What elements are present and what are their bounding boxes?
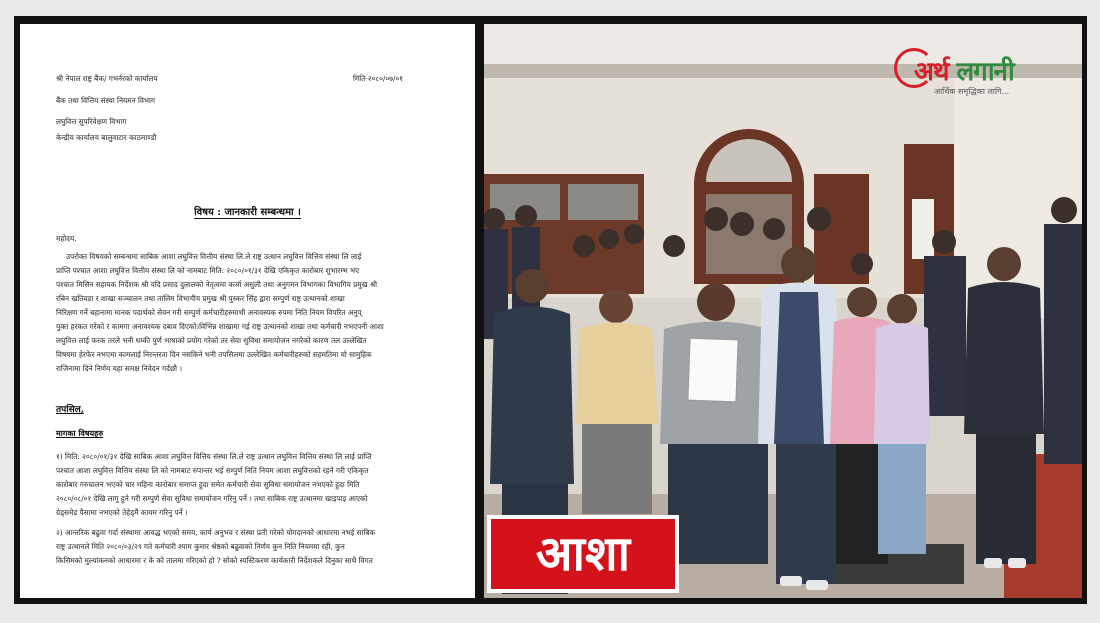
demand-1-line: कारोबार गरुचालन भएको चार महिना कारोबार समाप्त हुदा समेत कर्मचारी सेवा सुविधा समायोजन नभएको हुदा मिति [56, 480, 360, 489]
arthalagani-logo [894, 46, 1054, 106]
body-line: विषयमा हेरफेर नभएमा कामलाई निरन्तरता दिन नसकिने भनी तपसिलमा उल्लेखित कर्मचारीहरुको सहमतिमा यो सामुहिक [56, 350, 372, 359]
demand-1-line: पश्चात आशा लघुवित्त वित्तिय संस्था लि को नामबाट रुपान्तर भई सम्पुर्ण निति नियम आशा लघुवित्तको रहने गरी एकिकृत [56, 466, 369, 475]
subject-line [20, 204, 475, 218]
body-line: पश्चात मिसिन सहायक निर्देशक श्री यदि प्रसाद दुलालको नेतृत्वमा कर्जा असुली तथा अनुगमन विभागका विभागिय प्रमुख श्री [56, 280, 378, 289]
recipient-line-3: लघुवित्त सुपरिवेक्षण विभाग [56, 117, 127, 126]
group-photo [484, 24, 1082, 598]
tapsil-heading: तपसिल, [56, 405, 84, 415]
demands-heading: मागका विषयहरु [56, 428, 104, 438]
body-line: उपरोक्त विषयको सम्बन्धमा साबिक आशा लघुवित्त वित्तीय संस्था लि.ले राष्ट्र उत्थान लघुवित्त वित्तिय संस्था लि लाई [66, 252, 362, 261]
body-line: रबिन खतिवडा र शाखा सञ्चालन तथा तालिम विभागीय प्रमुख श्री पुस्कर सिंह द्वारा सम्पुर्ण राष्ट्र उत्थानको शाखा [56, 294, 345, 303]
subject-text: विषय : जानकारी सम्बन्धमा । [194, 207, 301, 218]
logo-brand-text [914, 52, 1014, 88]
body-line: प्राप्ति पश्चात आशा लघुवित्त वित्तीय संस्था लि को नामबाट मिति: २०८०/०१/३१ देखि एकिकृत कारोबार शुभारम्भ भए [56, 266, 360, 275]
photo-scene [484, 24, 1082, 598]
recipient-line-2: बैंक तथा वित्तिय संस्था नियमन विभाग [56, 96, 156, 105]
demand-2-line: राष्ट्र उत्थानले मिति २०८०/०३/२९ गते कर्मचारी श्याम कुमार श्रेष्ठको बढुवाको निर्णय कुन निति नियममा रही, कुन [56, 542, 345, 551]
demand-2-line: किसिमको मुल्यांकनको आधारमा र के को तालमा गरिएको हो ? सोको स्पस्टिकरण कार्यकारी निर्देशकले दिनुका साथै विगत [56, 556, 373, 565]
asha-logo-text: आशा [535, 526, 631, 582]
logo-tagline: आर्थिक समृद्धिका लागि... [934, 87, 1010, 96]
asha-logo [487, 515, 679, 593]
demand-1-line: १) मिति: २०८०/०१/३१ देखि साबिक आशा लघुवित्त वित्तिय संस्था लि.ले राष्ट्र उत्थान लघुवित्त वित्तिय संस्था लि लाई प्राप्ति [56, 452, 372, 461]
logo-red-text: अर्थ [914, 57, 949, 87]
body-line: राजिनामा दिने निर्णय यहा समक्ष निवेदन गर्दछौ । [56, 364, 183, 373]
asha-logo-box [491, 519, 675, 589]
recipient-line-4: केन्द्रीय कार्यालय बालुवाटार काठमाण्डौ [56, 133, 157, 142]
salutation: महोदय, [56, 234, 77, 243]
letter-date: मिति-२०८०/०७/०१ [353, 74, 404, 83]
body-line: निरिक्षण गर्ने बहानामा मानक पदार्थको सेवन गरी सम्पुर्ण कर्मचारीहरुमाथी अनावस्यक रुपमा निति नियम विपरित अनुप् [56, 308, 362, 317]
recipient-line-1: श्री नेपाल राष्ट्र बैंक/ गभर्नरको कार्यालय [56, 74, 158, 83]
body-line: युक्त हरकत गरेको र कामगा अनावश्यक दबाव दिएको।विभिन्न शाखामा गई राष्ट्र उत्थानको शाखा तथा कर्मचारी नभएपनी आशा [56, 322, 384, 331]
letter-document [20, 24, 475, 598]
logo-green-text: लगानी [956, 57, 1014, 87]
demand-1-line: ग्रेड्समेड पैसामा नभएको तेहेड्मैं कायम गरिनु पर्ने । [56, 508, 188, 517]
demand-1-line: २०८०/०८/०१ देखि लागु हुने गरी सम्पुर्ण सेवा सुविधा समायोजन गरिनु पर्ने । तथा साबिक राष्ट्र उत्थानमा खाइपाइ आएको [56, 494, 368, 503]
demand-2-line: २) आन्तरिक बढुवा गर्दा संस्थामा आवद्ध भएको समय, कार्य अनुभव र संस्था प्रती गरेको योगदानको आधारमा नभई साबिक [56, 528, 376, 537]
body-line: लघुवित्त लाई फरक तरले भनी धम्की पुर्ण भाषाको प्रयोग गरेको तर सेवा सुविधा समायोजन नगरेको कारण तल उल्लेखित [56, 336, 367, 345]
